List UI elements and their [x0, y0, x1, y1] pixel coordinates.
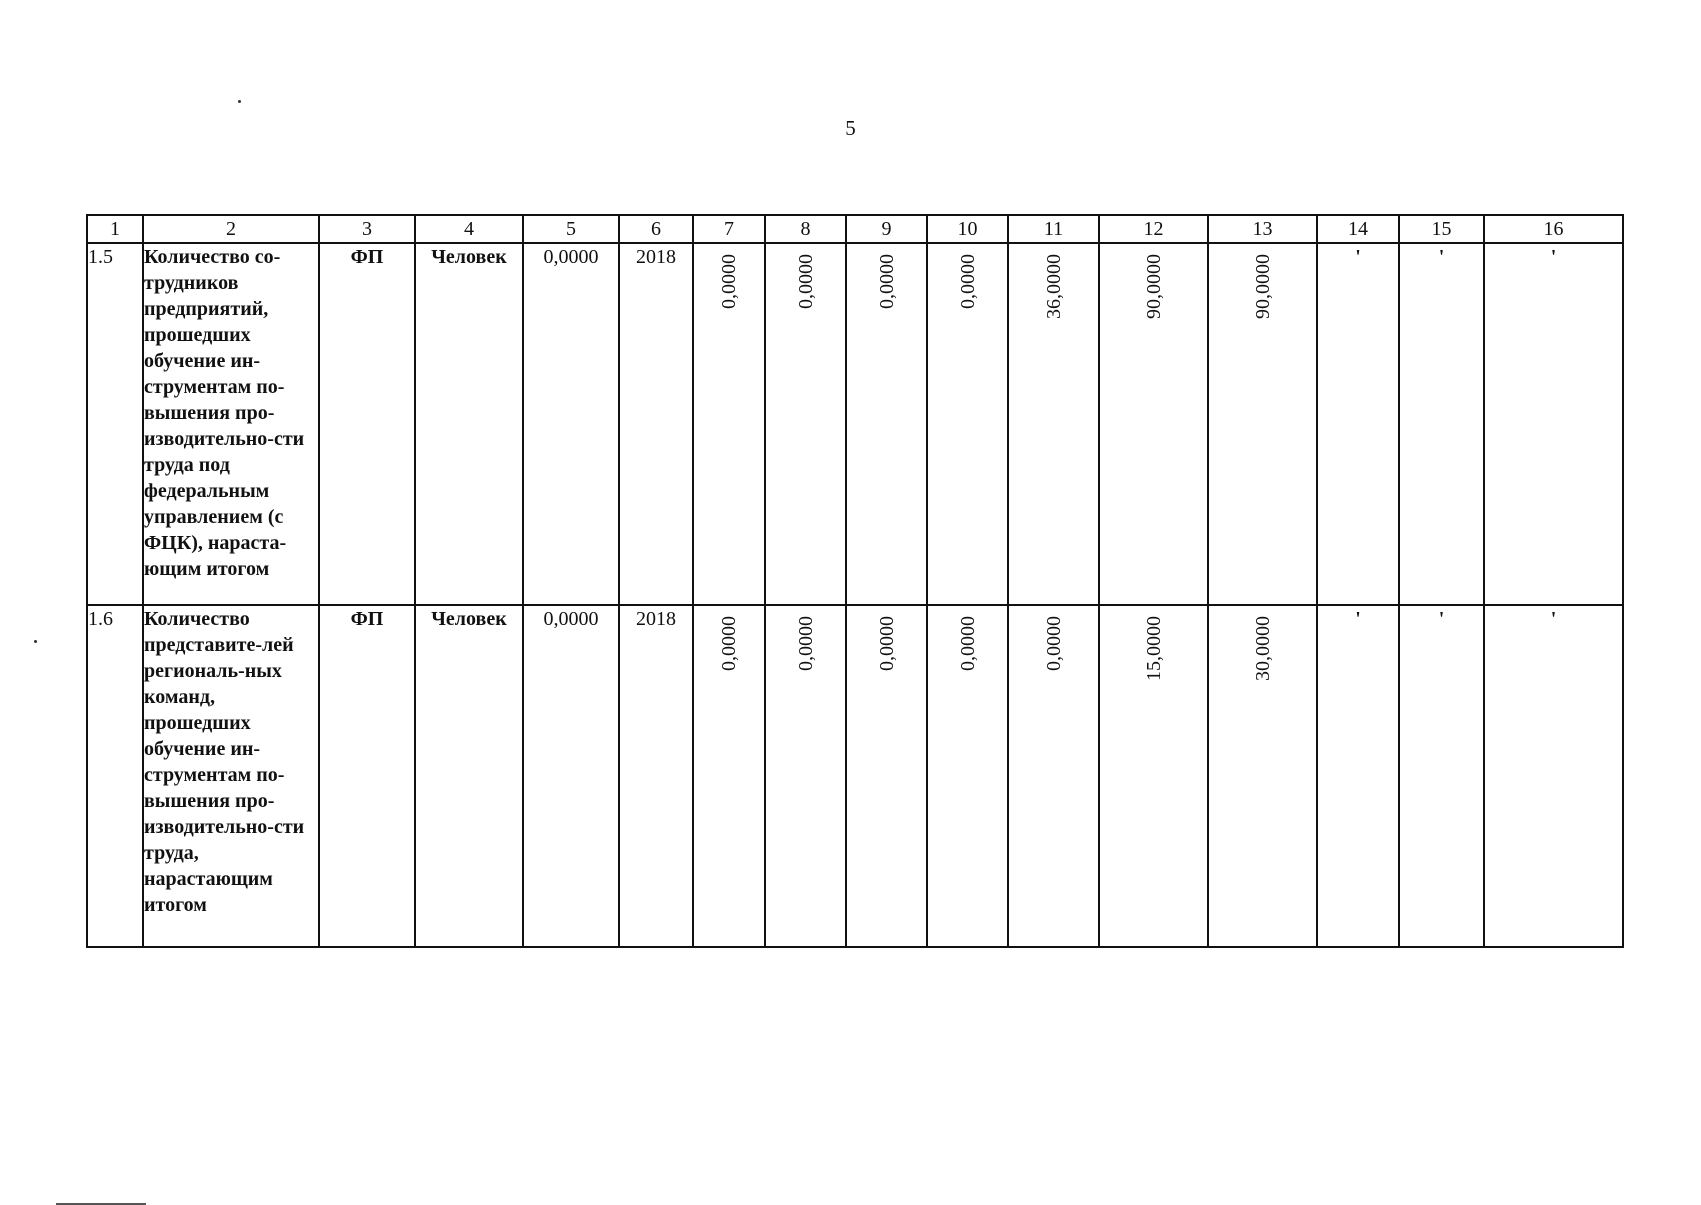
value-text: 0,0000	[875, 254, 898, 309]
header-cell: 11	[1008, 215, 1099, 243]
indicator-type: ФП	[319, 605, 415, 947]
row-number: 1.5	[87, 243, 143, 605]
indicator-name: Количество представите-лей региональ-ных команд, прошедших обучение ин-струментам по-вышения про-изводительно-сти труда, нарастающим итогом	[143, 605, 319, 947]
value-text: 0,0000	[875, 616, 898, 671]
indicator-type: ФП	[319, 243, 415, 605]
header-cell: 1	[87, 215, 143, 243]
value-text: 0,0000	[956, 254, 979, 309]
header-cell: 3	[319, 215, 415, 243]
tick-cell: '	[1399, 243, 1484, 605]
header-cell: 6	[619, 215, 693, 243]
tick-cell: '	[1484, 605, 1623, 947]
tick-cell: '	[1317, 605, 1399, 947]
value-cell	[846, 605, 927, 947]
value-cell	[693, 605, 765, 947]
header-cell: 10	[927, 215, 1008, 243]
value-text: 30,0000	[1251, 616, 1274, 681]
header-cell: 16	[1484, 215, 1623, 243]
indicator-table	[86, 214, 1624, 948]
header-cell: 15	[1399, 215, 1484, 243]
value-text: 0,0000	[794, 254, 817, 309]
header-cell: 9	[846, 215, 927, 243]
value-cell	[1008, 605, 1099, 947]
base-year-cell: 2018	[619, 243, 693, 605]
base-value-cell: 0,0000	[523, 243, 619, 605]
table-row	[87, 243, 1623, 605]
header-cell: 13	[1208, 215, 1317, 243]
value-cell	[1099, 605, 1208, 947]
unit-cell: Человек	[415, 605, 523, 947]
page-number: 5	[845, 116, 856, 140]
value-text: 90,0000	[1251, 254, 1274, 319]
tick-cell: '	[1317, 243, 1399, 605]
tick-cell: '	[1484, 243, 1623, 605]
indicator-name: Количество со-трудников предприятий, прошедших обучение ин-струментам по-вышения про-изводительно-сти труда под федеральным управлением (с ФЦК), нараста-ющим итогом	[143, 243, 319, 605]
header-cell: 12	[1099, 215, 1208, 243]
column-number-row	[87, 215, 1623, 243]
header-cell: 14	[1317, 215, 1399, 243]
value-cell	[927, 605, 1008, 947]
value-cell	[1208, 605, 1317, 947]
header-cell: 7	[693, 215, 765, 243]
base-year-cell: 2018	[619, 605, 693, 947]
value-text: 0,0000	[718, 616, 740, 671]
value-cell	[1099, 243, 1208, 605]
tick-cell: '	[1399, 605, 1484, 947]
header-cell: 5	[523, 215, 619, 243]
value-cell	[1208, 243, 1317, 605]
value-cell	[765, 605, 846, 947]
value-text: 15,0000	[1142, 616, 1165, 681]
value-cell	[846, 243, 927, 605]
value-text: 0,0000	[794, 616, 817, 671]
unit-cell: Человек	[415, 243, 523, 605]
header-cell: 4	[415, 215, 523, 243]
scan-speck	[238, 100, 241, 103]
value-text: 90,0000	[1142, 254, 1165, 319]
base-value-cell: 0,0000	[523, 605, 619, 947]
value-text: 0,0000	[956, 616, 979, 671]
value-cell	[927, 243, 1008, 605]
value-text: 0,0000	[1042, 616, 1065, 671]
value-cell	[693, 243, 765, 605]
header-cell: 8	[765, 215, 846, 243]
value-text: 0,0000	[718, 254, 740, 309]
value-cell	[1008, 243, 1099, 605]
value-cell	[765, 243, 846, 605]
table-row	[87, 605, 1623, 947]
scan-speck	[34, 640, 37, 643]
row-number: 1.6	[87, 605, 143, 947]
header-cell: 2	[143, 215, 319, 243]
value-text: 36,0000	[1042, 254, 1065, 319]
